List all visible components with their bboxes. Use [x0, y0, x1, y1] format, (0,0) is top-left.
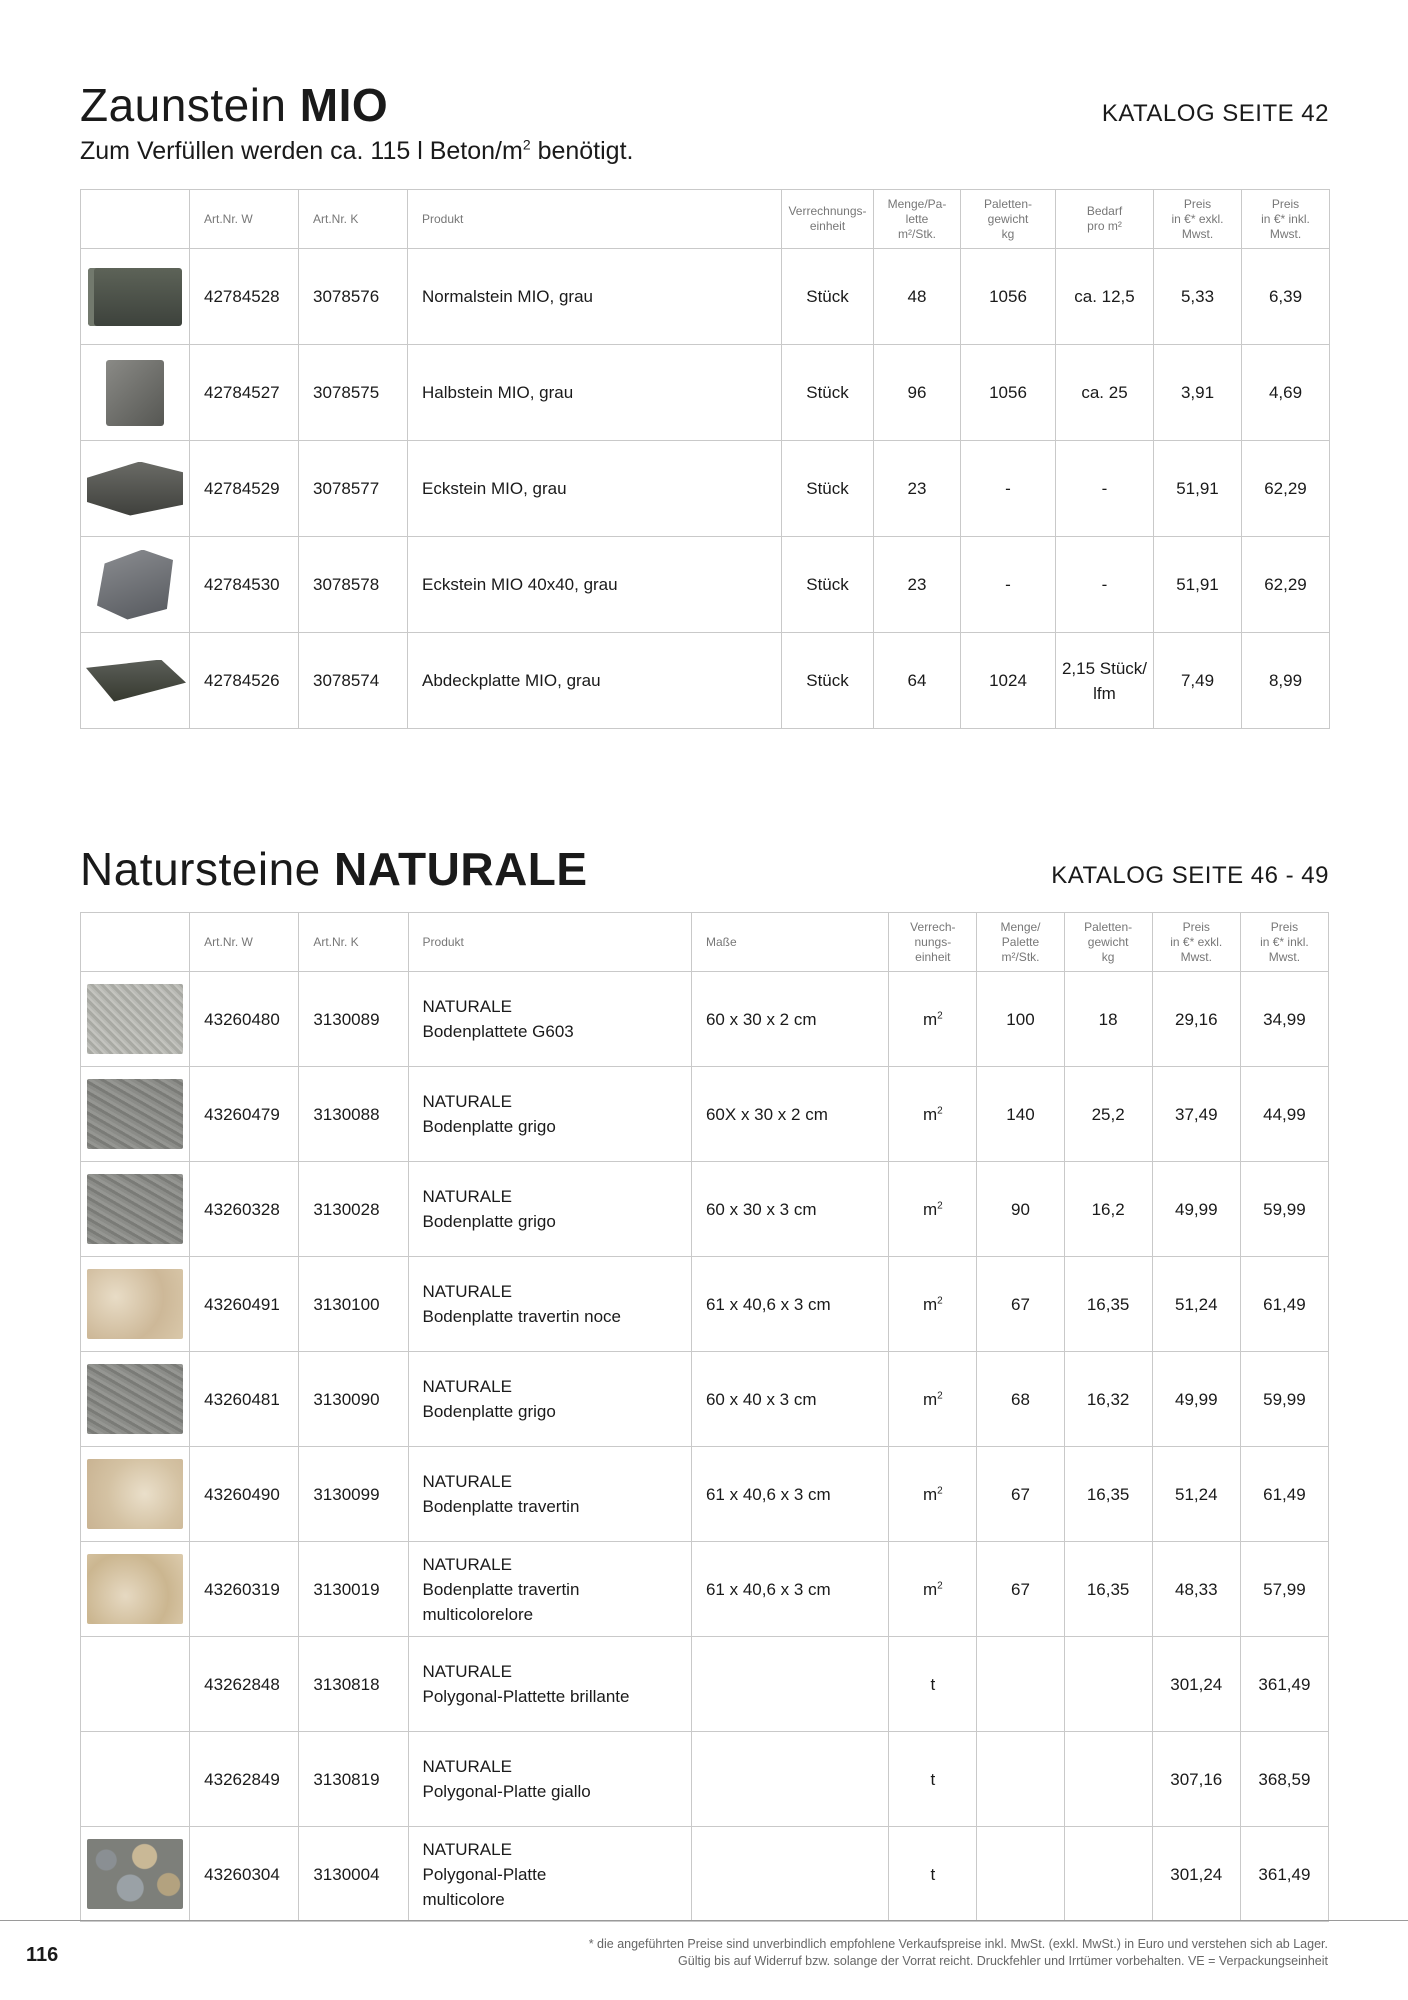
header-image: [81, 913, 190, 972]
price-excl: 49,99: [1152, 1162, 1240, 1257]
artnr-w: 42784529: [190, 441, 299, 537]
dimensions: [691, 1637, 888, 1732]
product-image-cell: [81, 537, 190, 633]
price-excl: 3,91: [1154, 345, 1242, 441]
artnr-w: 43260319: [190, 1542, 299, 1637]
table-row: [81, 1637, 1329, 1732]
header-price-ex: Preis in €* exkl. Mwst.: [1154, 190, 1242, 249]
artnr-k: 3078578: [299, 537, 408, 633]
header-artnr-k: Art.Nr. K: [299, 190, 408, 249]
unit: Stück: [782, 249, 874, 345]
subtitle-text-end: benötigt.: [530, 137, 634, 165]
artnr-w: 42784528: [190, 249, 299, 345]
header-weight: Paletten- gewicht kg: [961, 190, 1056, 249]
header-masse: Maße: [691, 913, 888, 972]
price-incl: 59,99: [1240, 1162, 1328, 1257]
halbstein-image: [106, 360, 164, 426]
subtitle-sup: 2: [522, 136, 531, 153]
need-per-m2: 2,15 Stück/ lfm: [1056, 633, 1154, 729]
unit-sup: 2: [937, 1104, 943, 1116]
disclaimer-line: * die angeführten Preise sind unverbindlich empfohlene Verkaufspreise inkl. MwSt. (exkl. MwSt.) in Euro und verstehen sich ab Lager.: [588, 1937, 1328, 1951]
artnr-w: 43260491: [190, 1257, 299, 1352]
unit-base: t: [930, 1864, 936, 1884]
product-name: NATURALE Bodenplatte grigo: [408, 1067, 691, 1162]
grigo-image: [87, 1079, 183, 1149]
price-incl: 34,99: [1240, 972, 1328, 1067]
pallet-weight: -: [961, 441, 1056, 537]
quantity: [977, 1637, 1064, 1732]
quantity: 67: [977, 1257, 1064, 1352]
dimensions: 60 x 30 x 3 cm: [691, 1162, 888, 1257]
unit: [889, 1542, 977, 1637]
mio-product-table: [80, 189, 1330, 729]
quantity: [977, 1827, 1064, 1922]
dimensions: 60 x 40 x 3 cm: [691, 1352, 888, 1447]
section-mio: [80, 70, 1329, 703]
price-incl: 62,29: [1242, 537, 1330, 633]
price-incl: 4,69: [1242, 345, 1330, 441]
header-price-ex: Preis in €* exkl. Mwst.: [1152, 913, 1240, 972]
quantity: 100: [977, 972, 1064, 1067]
table-row: [81, 972, 1329, 1067]
dimensions: [691, 1732, 888, 1827]
product-image-cell: [81, 345, 190, 441]
artnr-k: 3130088: [299, 1067, 408, 1162]
artnr-k: 3078576: [299, 249, 408, 345]
quantity: 68: [977, 1352, 1064, 1447]
catalog-ref-mio: KATALOG SEITE 42: [1101, 100, 1329, 127]
product-name: NATURALE Bodenplatte travertin noce: [408, 1257, 691, 1352]
product-image-cell: [81, 1827, 190, 1922]
price-excl: 301,24: [1152, 1827, 1240, 1922]
footer-disclaimer: [328, 1936, 1328, 1970]
dimensions: 60 x 30 x 2 cm: [691, 972, 888, 1067]
unit-sup: 2: [937, 1294, 943, 1306]
travertin-image: [87, 1459, 183, 1529]
product-image-cell: [81, 972, 190, 1067]
price-incl: 8,99: [1242, 633, 1330, 729]
header-qty: Menge/ Palette m²/Stk.: [977, 913, 1064, 972]
need-per-m2: -: [1056, 441, 1154, 537]
unit: [889, 1257, 977, 1352]
travertin-noce-image: [87, 1269, 183, 1339]
table-row: [81, 633, 1330, 729]
product-name: Abdeckplatte MIO, grau: [408, 633, 782, 729]
artnr-k: 3130090: [299, 1352, 408, 1447]
naturale-product-table: [80, 912, 1329, 1922]
unit: [889, 1067, 977, 1162]
product-name: Halbstein MIO, grau: [408, 345, 782, 441]
price-incl: 61,49: [1240, 1257, 1328, 1352]
quantity: 23: [874, 537, 961, 633]
artnr-k: 3130019: [299, 1542, 408, 1637]
price-incl: 361,49: [1240, 1827, 1328, 1922]
header-artnr-w: Art.Nr. W: [190, 190, 299, 249]
section-title-mio: [80, 78, 388, 132]
price-incl: 6,39: [1242, 249, 1330, 345]
product-image-cell: [81, 249, 190, 345]
unit-base: m: [922, 1484, 938, 1504]
abdeckplatte-image: [86, 660, 186, 702]
need-per-m2: -: [1056, 537, 1154, 633]
artnr-k: 3130819: [299, 1732, 408, 1827]
eckstein-40x40-image: [97, 550, 173, 620]
artnr-w: 43260481: [190, 1352, 299, 1447]
pallet-weight: 1056: [961, 345, 1056, 441]
unit: Stück: [782, 537, 874, 633]
header-artnr-w: Art.Nr. W: [190, 913, 299, 972]
normalstein-image: [88, 268, 182, 326]
pallet-weight: 16,2: [1064, 1162, 1152, 1257]
unit-base: m: [922, 1104, 938, 1124]
title-light: Natursteine: [80, 843, 321, 895]
product-name: NATURALE Polygonal-Plattette brillante: [408, 1637, 691, 1732]
price-excl: 37,49: [1152, 1067, 1240, 1162]
price-incl: 59,99: [1240, 1352, 1328, 1447]
travertin-multicolore-image: [87, 1554, 183, 1624]
unit: [889, 1162, 977, 1257]
eckstein-image: [87, 462, 183, 516]
unit: Stück: [782, 441, 874, 537]
artnr-w: 43260490: [190, 1447, 299, 1542]
quantity: 48: [874, 249, 961, 345]
quantity: 67: [977, 1542, 1064, 1637]
product-name: Eckstein MIO 40x40, grau: [408, 537, 782, 633]
pallet-weight: 16,35: [1064, 1542, 1152, 1637]
dimensions: 60X x 30 x 2 cm: [691, 1067, 888, 1162]
price-excl: 49,99: [1152, 1352, 1240, 1447]
quantity: 64: [874, 633, 961, 729]
pallet-weight: 25,2: [1064, 1067, 1152, 1162]
product-name: NATURALE Polygonal-Platte giallo: [408, 1732, 691, 1827]
unit-sup: 2: [937, 1009, 943, 1021]
artnr-w: 43262849: [190, 1732, 299, 1827]
table-row: [81, 1732, 1329, 1827]
page-number: 116: [26, 1944, 59, 1966]
table-row: [81, 1067, 1329, 1162]
artnr-w: 43260328: [190, 1162, 299, 1257]
artnr-k: 3130004: [299, 1827, 408, 1922]
price-excl: 29,16: [1152, 972, 1240, 1067]
price-incl: 368,59: [1240, 1732, 1328, 1827]
unit: Stück: [782, 345, 874, 441]
need-per-m2: ca. 12,5: [1056, 249, 1154, 345]
unit: [889, 1732, 977, 1827]
unit-base: m: [922, 1199, 938, 1219]
header-weight: Paletten- gewicht kg: [1064, 913, 1152, 972]
price-excl: 48,33: [1152, 1542, 1240, 1637]
product-image-cell: [81, 633, 190, 729]
product-name: NATURALE Bodenplatte grigo: [408, 1162, 691, 1257]
artnr-k: 3078575: [299, 345, 408, 441]
pallet-weight: [1064, 1827, 1152, 1922]
artnr-k: 3130028: [299, 1162, 408, 1257]
unit-sup: 2: [937, 1484, 943, 1496]
unit: Stück: [782, 633, 874, 729]
price-excl: 5,33: [1154, 249, 1242, 345]
product-name: Normalstein MIO, grau: [408, 249, 782, 345]
unit-base: m: [922, 1009, 938, 1029]
artnr-w: 42784526: [190, 633, 299, 729]
price-incl: 62,29: [1242, 441, 1330, 537]
g603-image: [87, 984, 183, 1054]
table-header-row: [81, 913, 1329, 972]
header-produkt: Produkt: [408, 913, 691, 972]
footer-divider: [0, 1920, 1408, 1921]
product-name: NATURALE Bodenplatte travertin multicolorelore: [408, 1542, 691, 1637]
table-row: [81, 1162, 1329, 1257]
price-incl: 361,49: [1240, 1637, 1328, 1732]
quantity: 96: [874, 345, 961, 441]
pallet-weight: 1056: [961, 249, 1056, 345]
pallet-weight: 1024: [961, 633, 1056, 729]
product-image-cell: [81, 1542, 190, 1637]
quantity: [977, 1732, 1064, 1827]
subtitle-text: Zum Verfüllen werden ca. 115 l Beton/m: [80, 137, 523, 165]
dimensions: 61 x 40,6 x 3 cm: [691, 1447, 888, 1542]
artnr-w: 43260304: [190, 1827, 299, 1922]
table-header-row: [81, 190, 1330, 249]
product-name: NATURALE Bodenplattete G603: [408, 972, 691, 1067]
price-excl: 51,24: [1152, 1447, 1240, 1542]
table-row: [81, 249, 1330, 345]
section-naturale: [80, 842, 1329, 1909]
unit: [889, 1352, 977, 1447]
catalog-ref-naturale: KATALOG SEITE 46 - 49: [1051, 862, 1329, 889]
subtitle-mio: [80, 137, 633, 166]
unit-base: m: [922, 1294, 938, 1314]
price-excl: 7,49: [1154, 633, 1242, 729]
price-incl: 61,49: [1240, 1447, 1328, 1542]
unit: [889, 1827, 977, 1922]
polygonal-multicolore-image: [87, 1839, 183, 1909]
artnr-k: 3130099: [299, 1447, 408, 1542]
unit-sup: 2: [937, 1579, 943, 1591]
artnr-w: 42784530: [190, 537, 299, 633]
table-row: [81, 1352, 1329, 1447]
product-image-cell: [81, 1257, 190, 1352]
table-row: [81, 1827, 1329, 1922]
header-price-in: Preis in €* inkl. Mwst.: [1242, 190, 1330, 249]
unit-base: m: [922, 1579, 938, 1599]
price-excl: 301,24: [1152, 1637, 1240, 1732]
pallet-weight: 16,35: [1064, 1257, 1152, 1352]
price-excl: 51,91: [1154, 441, 1242, 537]
price-incl: 44,99: [1240, 1067, 1328, 1162]
unit: [889, 972, 977, 1067]
pallet-weight: [1064, 1732, 1152, 1827]
price-excl: 51,24: [1152, 1257, 1240, 1352]
table-row: [81, 345, 1330, 441]
price-excl: 307,16: [1152, 1732, 1240, 1827]
product-name: NATURALE Polygonal-Platte multicolore: [408, 1827, 691, 1922]
product-name: NATURALE Bodenplatte grigo: [408, 1352, 691, 1447]
table-row: [81, 1447, 1329, 1542]
product-image-cell: [81, 441, 190, 537]
quantity: 67: [977, 1447, 1064, 1542]
title-bold: NATURALE: [334, 843, 588, 895]
artnr-w: 42784527: [190, 345, 299, 441]
unit-base: t: [930, 1674, 936, 1694]
unit: [889, 1447, 977, 1542]
grigo-image: [87, 1364, 183, 1434]
title-bold: MIO: [299, 79, 389, 131]
price-incl: 57,99: [1240, 1542, 1328, 1637]
unit-sup: 2: [937, 1389, 943, 1401]
artnr-w: 43262848: [190, 1637, 299, 1732]
artnr-k: 3078577: [299, 441, 408, 537]
table-row: [81, 1257, 1329, 1352]
header-artnr-k: Art.Nr. K: [299, 913, 408, 972]
product-name: NATURALE Bodenplatte travertin: [408, 1447, 691, 1542]
header-unit: Verrech- nungs- einheit: [889, 913, 977, 972]
grigo-image: [87, 1174, 183, 1244]
header-unit: Verrechnungs- einheit: [782, 190, 874, 249]
unit-base: t: [930, 1769, 936, 1789]
section-title-naturale: [80, 842, 588, 896]
pallet-weight: 16,35: [1064, 1447, 1152, 1542]
unit-sup: 2: [937, 1199, 943, 1211]
quantity: 23: [874, 441, 961, 537]
product-name: Eckstein MIO, grau: [408, 441, 782, 537]
quantity: 90: [977, 1162, 1064, 1257]
product-image-cell: [81, 1637, 190, 1732]
artnr-w: 43260479: [190, 1067, 299, 1162]
table-row: [81, 1542, 1329, 1637]
header-produkt: Produkt: [408, 190, 782, 249]
header-price-in: Preis in €* inkl. Mwst.: [1240, 913, 1328, 972]
header-image: [81, 190, 190, 249]
pallet-weight: 16,32: [1064, 1352, 1152, 1447]
dimensions: [691, 1827, 888, 1922]
title-light: Zaunstein: [80, 79, 287, 131]
dimensions: 61 x 40,6 x 3 cm: [691, 1542, 888, 1637]
header-need: Bedarf pro m²: [1056, 190, 1154, 249]
pallet-weight: [1064, 1637, 1152, 1732]
artnr-w: 43260480: [190, 972, 299, 1067]
header-qty: Menge/Pa- lette m²/Stk.: [874, 190, 961, 249]
artnr-k: 3130100: [299, 1257, 408, 1352]
artnr-k: 3130818: [299, 1637, 408, 1732]
product-image-cell: [81, 1447, 190, 1542]
table-row: [81, 537, 1330, 633]
quantity: 140: [977, 1067, 1064, 1162]
unit: [889, 1637, 977, 1732]
product-image-cell: [81, 1162, 190, 1257]
pallet-weight: -: [961, 537, 1056, 633]
product-image-cell: [81, 1732, 190, 1827]
pallet-weight: 18: [1064, 972, 1152, 1067]
disclaimer-line: Gültig bis auf Widerruf bzw. solange der Vorrat reicht. Druckfehler und Irrtümer vorbehalten. VE = Verpackungseinheit: [678, 1954, 1328, 1968]
table-row: [81, 441, 1330, 537]
product-image-cell: [81, 1067, 190, 1162]
artnr-k: 3078574: [299, 633, 408, 729]
unit-base: m: [922, 1389, 938, 1409]
product-image-cell: [81, 1352, 190, 1447]
price-excl: 51,91: [1154, 537, 1242, 633]
artnr-k: 3130089: [299, 972, 408, 1067]
dimensions: 61 x 40,6 x 3 cm: [691, 1257, 888, 1352]
need-per-m2: ca. 25: [1056, 345, 1154, 441]
